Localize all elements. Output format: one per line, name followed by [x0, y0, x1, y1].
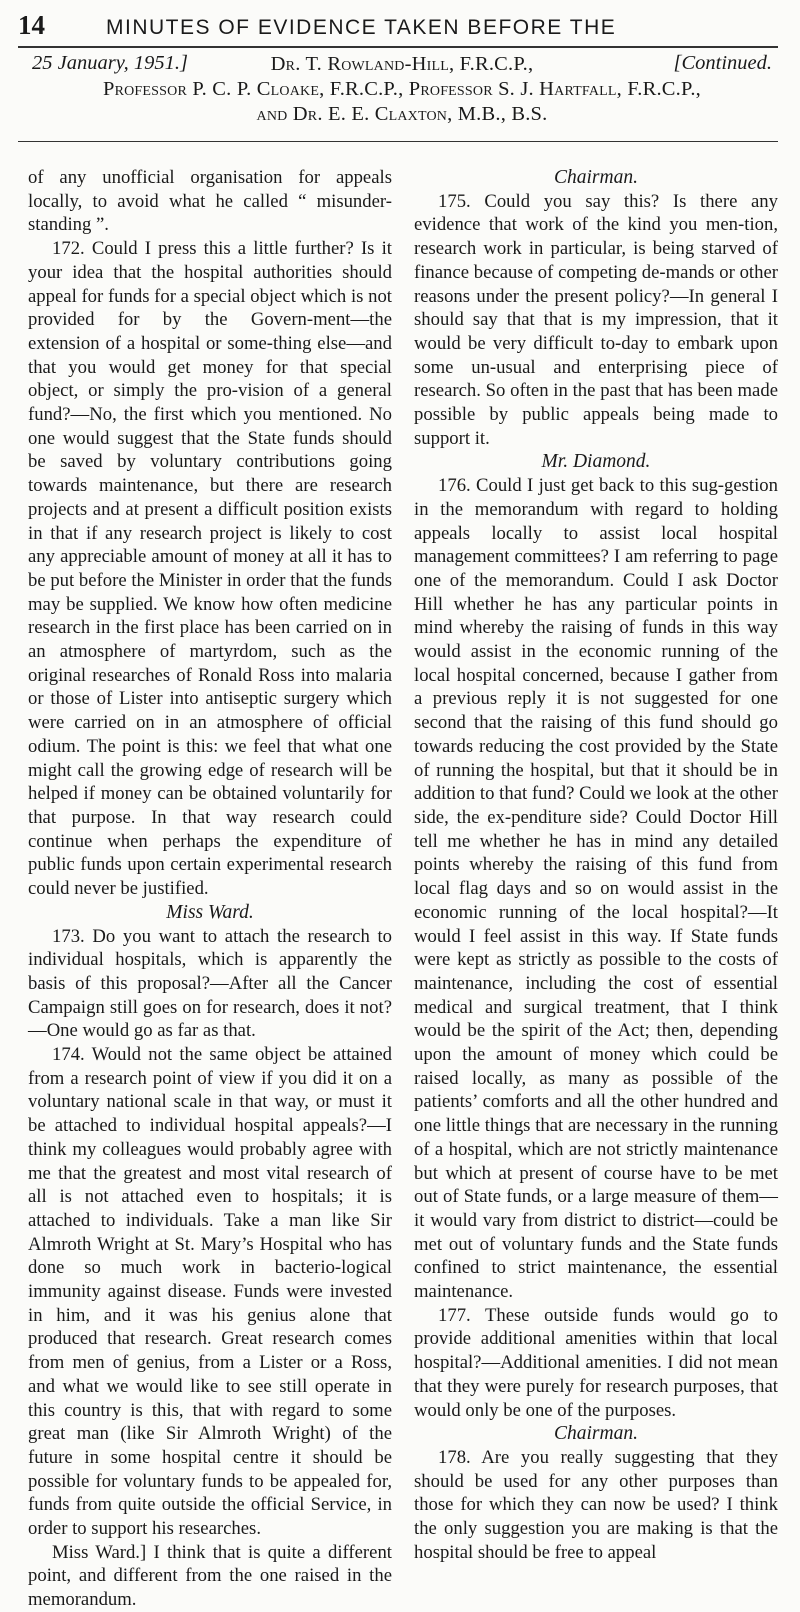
paragraph-175: 175. Could you say this? Is there any evidence that work of the kind you men-tion, research work in particular, is being starved of finance because of competing de-mands or other reasons under the present policy?—In general I should say that that is my impression, that it would be very difficult to-day to embark upon some un-usual and enterprising piece of research. So often in the past that has been made possible by public appeals being made to support it.: [414, 190, 778, 449]
paragraph-172: 172. Could I press this a little further? Is it your idea that the hospital authorities should appeal for funds for a special object which is not provided for by the Govern-ment—the extension of a hospital or some-thing else—and that you would get money for that special object, or simply the pro-vision of a general fund?—No, the first which you mentioned. No one would suggest that the State funds should be saved by voluntary contributions going towards maintenance, but there are research projects and at present a difficult position exists in that if any research project is likely to cost any appreciable amount of money at all it has to be put before the Minister in order that the funds may be supplied. We know how often medicine research in the first place has been carried on in an atmosphere of martyrdom, such as the original researches of Ronald Ross into malaria or those of Lister into antiseptic surgery which were carried on in an atmosphere of official odium. The point is this: we feel that what one might call the growing edge of research will be helped if money can be obtained voluntarily for that purpose. In that way research could continue when perhaps the expenditure of public funds upon certain experimental research could never be justified.: [28, 238, 392, 900]
running-title: MINUTES OF EVIDENCE TAKEN BEFORE THE: [106, 16, 617, 39]
paragraph-173: 173. Do you want to attach the research to individual hospitals, which is apparently the basis of this proposal?—After all the Cancer Campaign still goes on for research, does it not?—One would go as far as that.: [28, 925, 392, 1042]
header-bottom-rule: [18, 141, 778, 142]
witness-line-1: Dr. T. Rowland-Hill, F.R.C.P.,: [270, 53, 534, 75]
paragraph-178: 178. Are you really suggesting that they should be used for any other purposes than those for which they can now be used? I think the only suggestion you are making is that the hospital should be free to appeal: [414, 1446, 778, 1563]
speaker-heading: Miss Ward.: [166, 901, 254, 923]
speaker-heading: Chairman.: [554, 1423, 638, 1445]
paragraph-miss-ward: Miss Ward.] I think that is quite a different point, and different from the one raised in the memorandum.: [28, 1541, 392, 1611]
speaker-heading: Chairman.: [554, 167, 638, 188]
body-columns: [28, 166, 778, 1612]
right-column: [414, 166, 778, 1612]
paragraph-176: 176. Could I just get back to this sug-gestion in the memorandum with regard to holding appeals locally to assist local hospital management committees? I am referring to page one of the memorandum. Could I ask Doctor Hill whether he has any particular points in mind whereby the raising of funds in this way would assist in the economic running of the local hospital concerned, because I gather from a previous reply it is not suggested for one second that the raising of this fund should go towards reducing the cost provided by the State of running the hospital, but that it should be in addition to that fund? Could we look at the other side, the ex-penditure side? Could Doctor Hill tell me whether he has in mind any detailed points whereby the raising of this fund from local flag days and so on would assist in the economic running of the local hospital?—It would I feel assist in this way. If State funds were kept as strictly as possible to the costs of maintenance, including the cost of essential medical and surgical treatment, that I think would be the spirit of the Act; then, depending upon the amount of money which could be raised locally, as many as possible of the patients’ comforts and all the other hundred and one little things that are necessary in the running of a hospital, which are not strictly maintenance but which at present of course have to be met out of State funds, or a large measure of them—it would vary from district to district—could be met out of voluntary funds and the State funds confined to strict maintenance, the essential maintenance.: [414, 475, 778, 1303]
witness-line-3: and Dr. E. E. Claxton, M.B., B.S.: [256, 103, 548, 125]
page-number: 14: [18, 10, 45, 40]
paragraph-continuation: of any unofficial organisation for appeals locally, to avoid what he called “ misunder-standing ”.: [28, 167, 392, 236]
left-column: [28, 166, 392, 1612]
running-head: [18, 10, 778, 44]
top-rule: [18, 46, 778, 48]
speaker-heading: Mr. Diamond.: [541, 451, 651, 473]
sitting-date: 25 January, 1951.]: [32, 52, 189, 74]
continued-marker: [Continued.: [673, 52, 772, 74]
witness-line-2: Professor P. C. P. Cloake, F.R.C.P., Professor S. J. Hartfall, F.R.C.P.,: [102, 78, 701, 100]
paragraph-174: 174. Would not the same object be attained from a research point of view if you did it on a voluntary national scale in that way, or must it be attached to individual hospital appeals?—I think my colleagues would probably agree with me that the greatest and most vital research of all is not attached even to hospitals; it is attached to individuals. Take a man like Sir Almroth Wright at St. Mary’s Hospital who has done so much work in bacterio-logical immunity against disease. Funds were invested in him, and it was his genius alone that produced that research. Great research comes from men of genius, from a Lister or a Ross, and what we would like to see still operate in this country is this, that with regard to some great man (like Sir Almroth Wright) of the future in some hospital centre it should be possible for voluntary funds to be appealed for, funds from quite outside the official Service, in order to support his researches.: [28, 1044, 392, 1540]
paragraph-177: 177. These outside funds would go to provide additional amenities within that local hospital?—Additional amenities. I did not mean that they were purely for research purposes, that would only be one of the purposes.: [414, 1304, 778, 1421]
